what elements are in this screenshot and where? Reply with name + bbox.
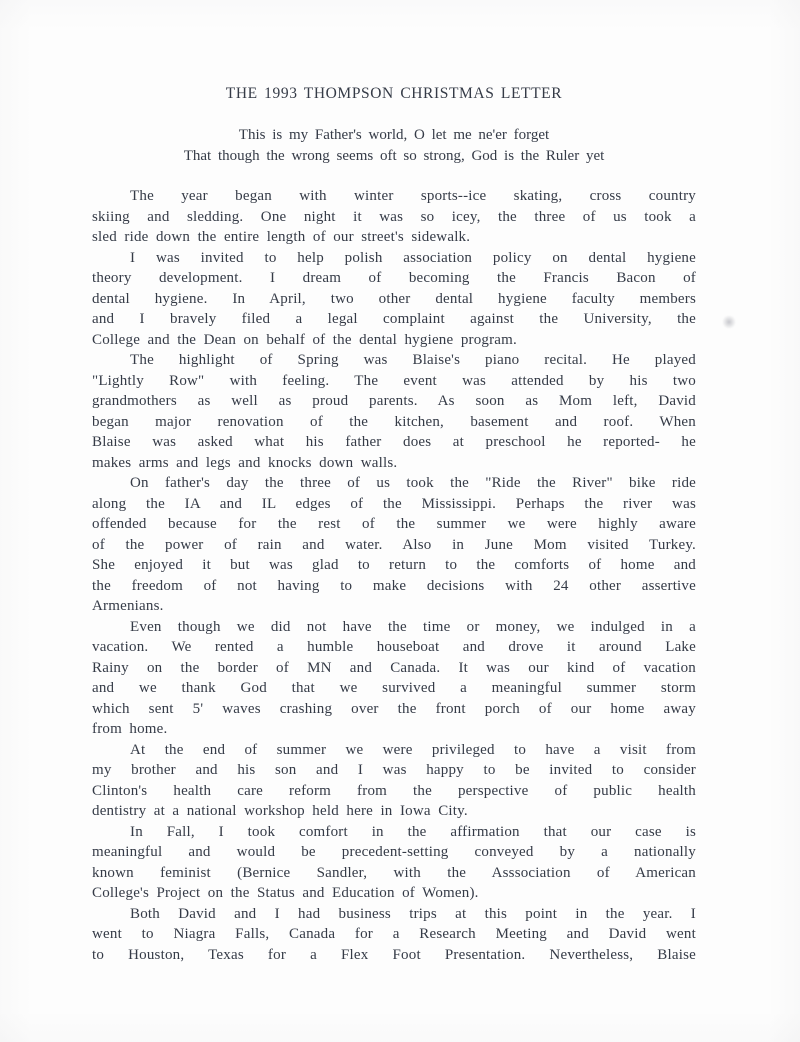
paragraph-line: The highlight of Spring was Blaise's piano recital. He played [130, 352, 696, 368]
paragraph-line: skiing and sledding. One night it was so icey, the three of us took a [92, 208, 696, 225]
paragraph-line: sled ride down the entire length of our street's sidewalk. [92, 229, 471, 245]
paragraph-line: began major renovation of the kitchen, basement and roof. When [92, 413, 696, 430]
paragraph-line: Clinton's health care reform from the perspective of public health [92, 782, 696, 799]
document-page [92, 84, 696, 965]
paragraph [92, 473, 696, 617]
paragraph-line: Rainy on the border of MN and Canada. It was our kind of vacation [92, 659, 696, 676]
paragraph [92, 350, 696, 473]
paragraph-line: Armenians. [92, 598, 164, 614]
paragraph-line: She enjoyed it but was glad to return to the comforts of home and [92, 557, 696, 573]
paragraph-line: grandmothers as well as proud parents. As soon as Mom left, David [92, 393, 696, 409]
paragraph-line: Both David and I had business trips at this point in the year. I [130, 905, 696, 922]
paragraph-line: Even though we did not have the time or money, we indulged in a [130, 618, 696, 635]
paragraph-line: which sent 5' waves crashing over the front porch of our home away [92, 700, 696, 717]
paragraph-line: and I bravely filed a legal complaint against the University, the [92, 311, 696, 327]
paragraph-line: On father's day the three of us took the "Ride the River" bike ride [130, 475, 696, 491]
paragraph-line: vacation. We rented a humble houseboat and drove it around Lake [92, 639, 696, 655]
epigraph [92, 125, 696, 166]
paragraph-line: along the IA and IL edges of the Mississippi. Perhaps the river was [92, 495, 696, 512]
paragraph-line: I was invited to help polish association policy on dental hygiene [130, 249, 696, 266]
paragraph-line: makes arms and legs and knocks down walls. [92, 454, 398, 471]
paragraph-line: my brother and his son and I was happy to be invited to consider [92, 762, 696, 778]
paragraph-line: At the end of summer we were privileged to have a visit from [130, 741, 696, 758]
paragraph-line: College and the Dean on behalf of the dental hygiene program. [92, 331, 517, 348]
paragraph-line: went to Niagra Falls, Canada for a Research Meeting and David went [92, 926, 696, 942]
paragraph-line: and we thank God that we survived a meaningful summer storm [92, 680, 696, 696]
paragraph-line: known feminist (Bernice Sandler, with the Asssociation of American [92, 864, 696, 881]
paragraph-line: In Fall, I took comfort in the affirmation that our case is [130, 823, 696, 840]
scan-smudge [722, 314, 736, 330]
paragraph-line: offended because for the rest of the summer we were highly aware [92, 516, 696, 532]
paragraph-line: dentistry at a national workshop held here in Iowa City. [92, 803, 468, 819]
paragraph-line: the freedom of not having to make decisions with 24 other assertive [92, 577, 696, 594]
paragraph-line: from home. [92, 721, 168, 737]
paragraph-line: "Lightly Row" with feeling. The event was attended by his two [92, 372, 696, 389]
paragraph-line: College's Project on the Status and Education of Women). [92, 885, 479, 901]
paragraph-line: theory development. I dream of becoming the Francis Bacon of [92, 270, 696, 286]
paragraph-line: Blaise was asked what his father does at preschool he reported- he [92, 434, 696, 450]
paragraph-line: of the power of rain and water. Also in June Mom visited Turkey. [92, 536, 696, 553]
paragraph [92, 822, 696, 904]
epigraph-line: This is my Father's world, O let me ne'er forget [238, 127, 550, 143]
paragraph [92, 248, 696, 351]
paragraph-line: to Houston, Texas for a Flex Foot Presentation. Nevertheless, Blaise [92, 946, 696, 963]
paragraph-line: meaningful and would be precedent-setting conveyed by a nationally [92, 844, 696, 860]
paragraph-line: The year began with winter sports--ice skating, cross country [130, 188, 696, 204]
paragraph [92, 186, 696, 248]
paragraph [92, 904, 696, 966]
paragraph [92, 617, 696, 740]
paragraph-line: dental hygiene. In April, two other dental hygiene faculty members [92, 290, 696, 307]
paragraph [92, 740, 696, 822]
document-title: THE 1993 THOMPSON CHRISTMAS LETTER [225, 85, 563, 102]
epigraph-line: That though the wrong seems oft so strong, God is the Ruler yet [183, 147, 605, 164]
letter-body [92, 186, 696, 965]
